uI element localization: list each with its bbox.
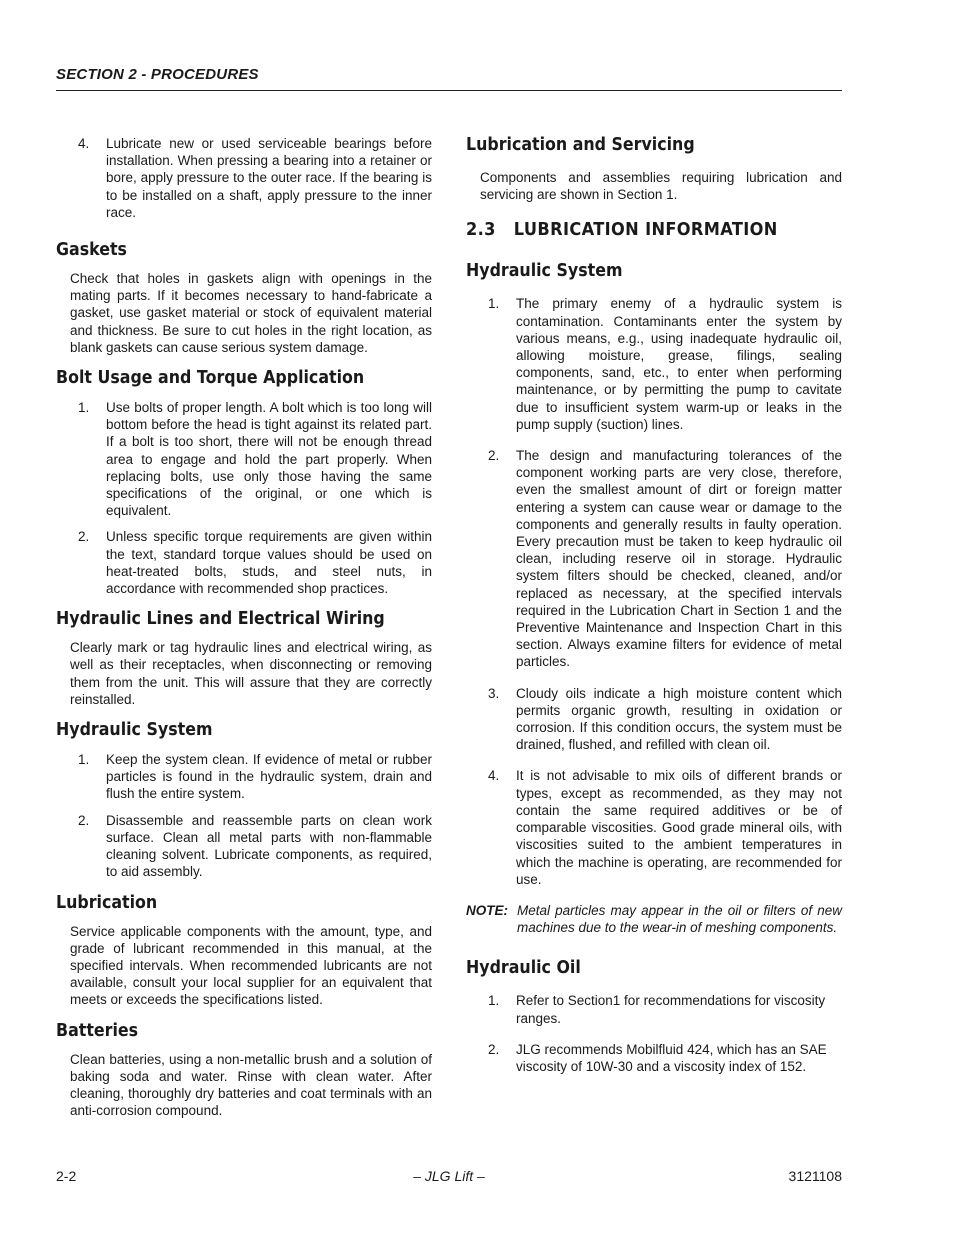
note-metal-particles [466, 902, 842, 936]
heading-hydraulic-system-right: Hydraulic System [466, 260, 623, 282]
list-text: The design and manufacturing tolerances of the component working parts are very close, therefore, even the smallest amount of dirt or foreign matter entering a system can cause wear or damage to the components and generally results in faulty operation. Every precaution must be taken to keep hydraulic oil clean, including reserve oil in storage. Hydraulic system filters should be checked, cleaned, and/or replaced as necessary, at the specified intervals required in the Lubrication Chart in Section 1 and the Preventive Maintenance and Inspection Chart in this section. Always examine filters for evidence of metal particles. [516, 448, 842, 670]
heading-batteries: Batteries [56, 1019, 139, 1041]
list-number: 4. [488, 768, 500, 784]
list-item [56, 812, 432, 881]
list-number: 2. [78, 812, 90, 828]
list-text: It is not advisable to mix oils of different brands or types, except as recommended, as they may not contain the same required additives or be of comparable viscosities. Good grade mineral oils, with viscosities suited to the ambient temperatures in which the machine is operating, are recommended for use. [516, 768, 842, 887]
list-item [56, 751, 432, 803]
document-number: 3121108 [788, 1168, 842, 1184]
page-number: 2-2 [56, 1168, 77, 1184]
page-header [56, 66, 842, 91]
list-text: The primary enemy of a hydraulic system is contamination. Contaminants enter the system by various means, e.g., using inadequate hydraulic oil, allowing moisture, grease, filings, sealing components, sand, etc., to enter when performing maintenance, or by permitting the pump to cavitate due to insufficient system warm-up or leaks in the pump supply (suction) lines. [516, 296, 842, 432]
heading-bolt-usage: Bolt Usage and Torque Application [56, 367, 365, 389]
list-text: JLG recommends Mobilfluid 424, which has an SAE viscosity of 10W-30 and a viscosity index of 152. [516, 1041, 827, 1074]
footer-brand: – JLG Lift – [413, 1168, 485, 1184]
heading-lubrication-servicing: Lubrication and Servicing [466, 134, 695, 155]
list-number: 1. [488, 993, 500, 1009]
right-column [466, 130, 842, 1075]
note-label-text: NOTE: [466, 902, 508, 918]
heading-hydraulic-lines: Hydraulic Lines and Electrical Wiring [56, 608, 385, 630]
list-text: Cloudy oils indicate a high moisture content which permits organic growth, resulting in oxidation or corrosion. If this condition occurs, the system must be drained, flushed, and refilled with clean oil. [516, 685, 842, 753]
list-number: 1. [488, 296, 500, 312]
list-item [466, 1041, 842, 1075]
note-label [466, 902, 517, 936]
list-number: 2. [488, 448, 500, 464]
list-text: Lubricate new or used serviceable bearings before installation. When pressing a bearing into a retainer or bore, apply pressure to the outer race. If the bearing is to be installed on a shaft, apply pressure to the inner race. [106, 136, 432, 220]
list-text: Unless specific torque requirements are given within the text, standard torque values should be used on heat-treated bolts, studs, and steel nuts, in accordance with recommended shop practices. [106, 529, 432, 597]
heading-hydraulic-oil: Hydraulic Oil [466, 957, 581, 979]
list-item [56, 399, 432, 519]
paragraph-lubrication-servicing: Components and assemblies requiring lubrication and servicing are shown in Section 1. [480, 170, 842, 203]
list-item-bearings [56, 135, 432, 221]
list-number: 1. [78, 400, 90, 416]
paragraph-batteries: Clean batteries, using a non-metallic brush and a solution of baking soda and water. Rinse with clean water. After cleaning, thoroughly dry batteries and coat terminals with an anti-corrosion compound. [70, 1051, 432, 1119]
list-number: 2. [488, 1041, 500, 1057]
list-item [466, 295, 842, 433]
left-column [56, 130, 432, 1119]
list-number: 3. [488, 685, 500, 701]
list-item [466, 992, 842, 1026]
list-text: Disassemble and reassemble parts on clean work surface. Clean all metal parts with non-flammable cleaning solvent. Lubricate components, as required, to aid assembly. [106, 812, 432, 880]
list-item [466, 767, 842, 887]
note-text: Metal particles may appear in the oil or filters of new machines due to the wear-in of meshing components. [517, 902, 842, 936]
section-heading-lubrication-information: 2.3 LUBRICATION INFORMATION [466, 219, 778, 241]
hydraulic-oil-list [466, 992, 842, 1075]
section-title: SECTION 2 - PROCEDURES [56, 66, 259, 83]
page-footer [56, 1168, 842, 1188]
list-item [466, 447, 842, 671]
hydraulic-contamination-list [466, 295, 842, 888]
list-number: 2. [78, 529, 90, 545]
paragraph-gaskets: Check that holes in gaskets align with openings in the mating parts. If it becomes necessary to hand-fabricate a gasket, use gasket material or stock of equivalent material and thickness. Be sure to cut holes in the right location, as blank gaskets can cause serious system damage. [70, 271, 432, 355]
list-text: Use bolts of proper length. A bolt which is too long will bottom before the head is tight against its related part. If a bolt is too short, there will not be enough thread area to engage and hold the part properly. When replacing bolts, use only those having the same specifications of the original, or one which is equivalent. [106, 400, 432, 519]
list-number: 1. [78, 752, 90, 768]
bolt-list [56, 399, 432, 597]
paragraph-lubrication: Service applicable components with the amount, type, and grade of lubricant recommended in this manual, at the specified intervals. When recommended lubricants are not available, consult your local supplier for an equivalent that meets or exceeds the specifications listed. [70, 923, 432, 1008]
heading-hydraulic-system: Hydraulic System [56, 719, 213, 741]
list-text: Refer to Section1 for recommendations for viscosity ranges. [516, 993, 826, 1026]
heading-lubrication: Lubrication [56, 891, 158, 913]
list-item [466, 685, 842, 754]
hydraulic-list [56, 751, 432, 880]
paragraph-hydraulic-lines: Clearly mark or tag hydraulic lines and electrical wiring, as well as their receptacles, when disconnecting or removing them from the unit. This will assure that they are correctly reinstalled. [70, 640, 432, 707]
heading-gaskets: Gaskets [56, 239, 127, 261]
list-text: Keep the system clean. If evidence of metal or rubber particles is found in the hydraulic system, drain and flush the entire system. [106, 752, 432, 802]
list-item [56, 528, 432, 597]
list-number: 4. [78, 136, 90, 151]
